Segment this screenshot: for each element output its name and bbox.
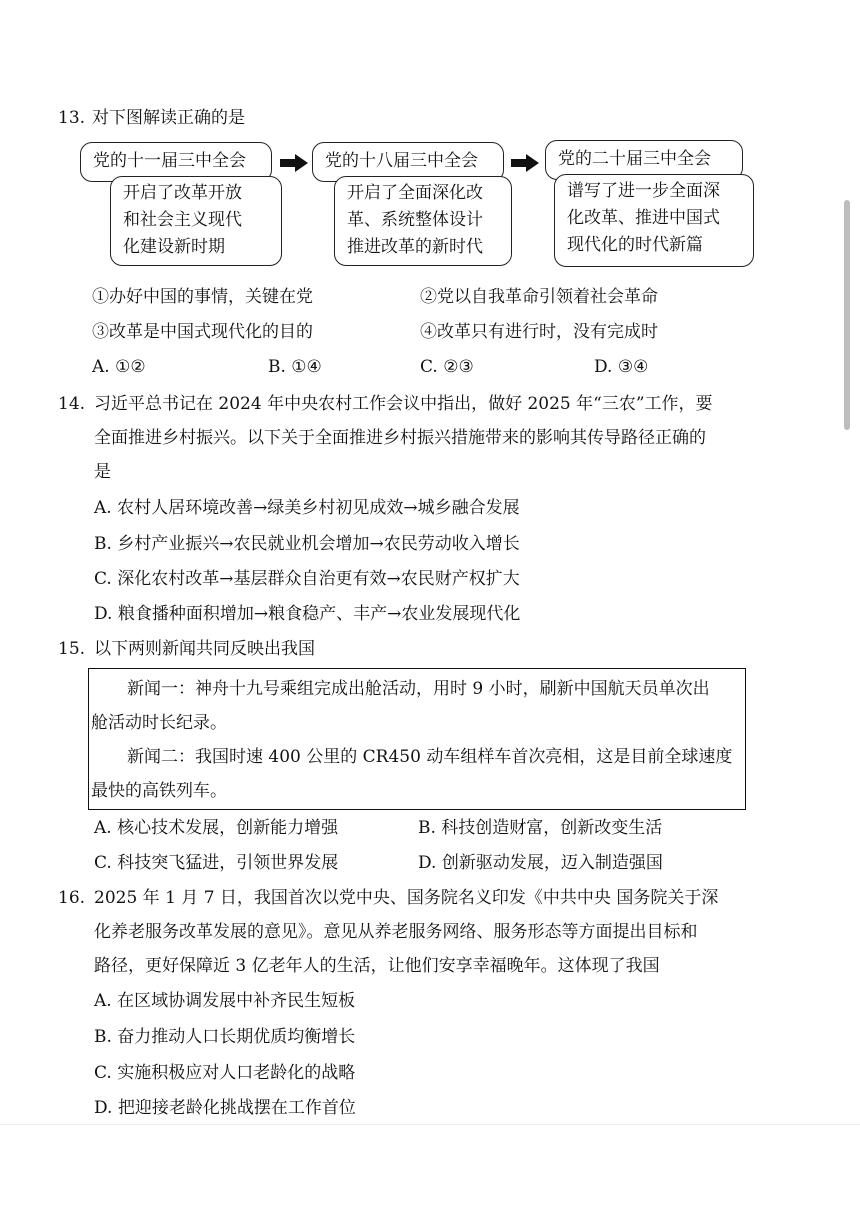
q16-option-a[interactable]: A. 在区域协调发展中补齐民生短板: [94, 991, 356, 1011]
question-14-stem-line: 习近平总书记在 2024 年中央农村工作会议中指出，做好 2025 年“三农”工作，要: [94, 394, 713, 414]
vertical-scrollbar[interactable]: [844, 200, 850, 430]
q16-option-b[interactable]: B. 奋力推动人口长期优质均衡增长: [94, 1027, 356, 1047]
flow-stage-2-line: 推进改革的新时代: [347, 237, 483, 257]
statement-2: ②党以自我革命引领着社会革命: [420, 287, 658, 307]
news-1-line: 新闻一：神舟十九号乘组完成出舱活动，用时 9 小时，刷新中国航天员单次出: [127, 679, 710, 699]
q13-option-c[interactable]: C. ②③: [420, 357, 474, 377]
question-16-stem-line: 路径，更好保障近 3 亿老年人的生活，让他们安享幸福晚年。这体现了我国: [94, 956, 660, 976]
flow-stage-3-line: 现代化的时代新篇: [567, 235, 703, 255]
question-16-stem-line: 2025 年 1 月 7 日，我国首次以党中央、国务院名义印发《中共中央 国务院关于深: [94, 888, 719, 908]
flow-stage-2-title: 党的十八届三中全会: [312, 142, 504, 182]
statement-3: ③改革是中国式现代化的目的: [92, 322, 313, 342]
q13-option-d[interactable]: D. ③④: [594, 357, 649, 377]
flow-stage-3-line: 谱写了进一步全面深: [567, 181, 720, 201]
question-15-number: 15.: [58, 639, 86, 659]
flow-stage-1-line: 化建设新时期: [123, 237, 225, 257]
page-bottom-divider: [0, 1124, 860, 1125]
q13-option-a[interactable]: A. ①②: [92, 357, 146, 377]
flow-arrow-icon: [280, 154, 308, 172]
question-15-stem: 以下两则新闻共同反映出我国: [94, 639, 315, 659]
flow-stage-3-line: 化改革、推进中国式: [567, 208, 720, 228]
flow-stage-2-line: 革、系统整体设计: [347, 210, 483, 230]
q15-option-d[interactable]: D. 创新驱动发展，迈入制造强国: [418, 853, 663, 873]
q16-option-d[interactable]: D. 把迎接老龄化挑战摆在工作首位: [94, 1098, 356, 1118]
question-13-number: 13.: [58, 108, 86, 128]
flow-stage-2-line: 开启了全面深化改: [347, 183, 483, 203]
q14-option-d[interactable]: D. 粮食播种面积增加→粮食稳产、丰产→农业发展现代化: [94, 604, 521, 624]
news-2-line: 最快的高铁列车。: [91, 781, 227, 801]
q14-option-a[interactable]: A. 农村人居环境改善→绿美乡村初见成效→城乡融合发展: [94, 498, 520, 518]
news-2-line: 新闻二：我国时速 400 公里的 CR450 动车组样车首次亮相，这是目前全球速度: [127, 747, 733, 767]
q16-option-c[interactable]: C. 实施积极应对人口老龄化的战略: [94, 1063, 356, 1083]
flow-arrow-icon: [511, 154, 539, 172]
q15-option-a[interactable]: A. 核心技术发展，创新能力增强: [94, 818, 339, 838]
flow-stage-3-body: [554, 174, 754, 267]
statement-4: ④改革只有进行时，没有完成时: [420, 322, 658, 342]
flow-stage-2-body: [334, 176, 512, 266]
news-1-line: 舱活动时长纪录。: [91, 713, 227, 733]
flow-stage-3-title: 党的二十届三中全会: [545, 140, 743, 180]
flow-stage-1-title: 党的十一届三中全会: [80, 142, 272, 182]
question-16-stem-line: 化养老服务改革发展的意见》。意见从养老服务网络、服务形态等方面提出目标和: [94, 922, 698, 942]
flow-stage-1-line: 和社会主义现代: [123, 210, 242, 230]
q13-option-b[interactable]: B. ①④: [268, 357, 322, 377]
flow-stage-1-body: [110, 176, 282, 266]
news-box: [88, 668, 746, 810]
q15-option-b[interactable]: B. 科技创造财富，创新改变生活: [418, 818, 663, 838]
q14-option-b[interactable]: B. 乡村产业振兴→农民就业机会增加→农民劳动收入增长: [94, 534, 520, 554]
statement-1: ①办好中国的事情，关键在党: [92, 287, 313, 307]
flow-stage-1-line: 开启了改革开放: [123, 183, 242, 203]
q15-option-c[interactable]: C. 科技突飞猛进，引领世界发展: [94, 853, 339, 873]
question-13-stem: 对下图解读正确的是: [92, 108, 245, 128]
question-14-stem-line: 全面推进乡村振兴。以下关于全面推进乡村振兴措施带来的影响其传导路径正确的: [94, 428, 706, 448]
question-14-stem-line: 是: [94, 462, 111, 482]
question-16-number: 16.: [58, 888, 86, 908]
q14-option-c[interactable]: C. 深化农村改革→基层群众自治更有效→农民财产权扩大: [94, 569, 520, 589]
question-14-number: 14.: [58, 394, 86, 414]
